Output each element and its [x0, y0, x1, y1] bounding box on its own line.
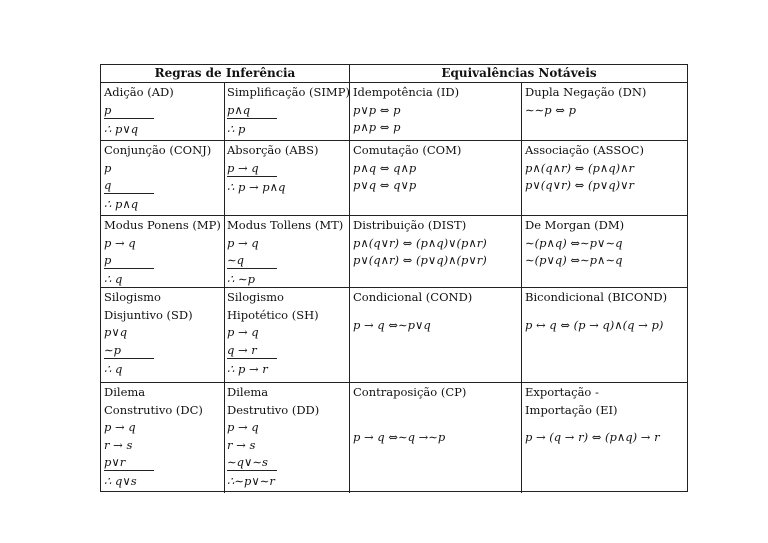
rule-cell: [227, 217, 343, 289]
rule-title: Condicional (COND): [353, 290, 473, 304]
rule-title: Idempotência (ID): [353, 85, 460, 99]
rule-title: Modus Ponens (MP): [104, 218, 221, 232]
row-divider: [101, 140, 687, 141]
rule-title: Absorção (ABS): [227, 143, 319, 157]
rule-title-continued: Hipotético (SH): [227, 307, 319, 322]
formula-line: ∴ p: [227, 121, 246, 136]
header-inference-rules: Regras de Inferência: [154, 66, 296, 80]
formula-line: ∼p: [104, 343, 154, 359]
rule-cell: [353, 142, 461, 195]
formula-line: ∼(p∧q) ⇔∼p∨∼q: [525, 235, 623, 250]
formula-line: ∴ p∧q: [104, 197, 139, 211]
rule-cell: [353, 84, 459, 137]
rule-title-continued: Disjuntivo (SD): [104, 307, 193, 322]
rule-title: Dupla Negação (DN): [525, 85, 647, 99]
rule-title-continued: Importação (EI): [525, 402, 618, 417]
formula-line: p → q: [104, 420, 136, 434]
formula-line: p ↔ q ⇔ (p → q)∧(q → p): [525, 317, 664, 332]
formula-line: p∧q ⇔ q∧p: [353, 160, 417, 175]
formula-line: p → q ⇔∼p∨q: [353, 317, 431, 332]
rule-title: Bicondicional (BICOND): [525, 290, 668, 304]
rule-cell: [104, 84, 174, 138]
formula-line: q → r: [227, 343, 277, 359]
formula-line: ∴ q∨s: [104, 474, 137, 488]
header-notable-equivalences: Equivalências Notáveis: [441, 66, 597, 80]
formula-line: p → (q → r) ⇔ (p∧q) → r: [525, 430, 660, 444]
column-divider: [224, 82, 225, 493]
formula-line: ∼q: [227, 253, 277, 269]
rule-cell: [525, 384, 660, 447]
rule-title-continued: Construtivo (DC): [104, 402, 203, 417]
formula-line: q: [104, 178, 154, 194]
formula-line: p → q: [227, 161, 277, 177]
rule-title: Dilema: [104, 385, 146, 399]
rule-title: Associação (ASSOC): [525, 143, 644, 157]
formula-line: p → q: [227, 325, 259, 339]
rule-title: Comutação (COM): [353, 143, 462, 157]
rule-cell: [353, 384, 466, 446]
rule-cell: [227, 384, 319, 491]
formula-line: ∴ q: [104, 272, 123, 286]
formula-line: p∨(q∨r) ⇔ (p∨q)∨r: [525, 178, 635, 192]
formula-line: p∨q ⇔ q∨p: [353, 178, 417, 192]
formula-line: ∴ p → r: [227, 361, 268, 376]
rule-cell: [104, 384, 203, 491]
formula-line: ∼∼p ⇔ p: [525, 102, 576, 117]
formula-line: ∼(p∨q) ⇔∼p∧∼q: [525, 253, 623, 267]
rule-cell: [227, 142, 318, 196]
rule-cell: [525, 84, 646, 119]
formula-line: p∨(q∧r) ⇔ (p∨q)∧(p∨r): [353, 253, 487, 267]
formula-line: p → q: [227, 420, 259, 434]
rule-title: Adição (AD): [104, 85, 174, 99]
formula-line: p → q ⇔∼q →∼p: [353, 429, 446, 444]
rule-cell: [525, 142, 644, 195]
formula-line: p∨p ⇔ p: [353, 102, 401, 117]
formula-line: ∼q∨∼s: [227, 455, 277, 471]
formula-line: r → s: [227, 437, 256, 452]
formula-line: p∧(q∨r) ⇔ (p∧q)∨(p∧r): [353, 235, 487, 250]
rule-cell: [353, 289, 472, 334]
formula-line: r → s: [104, 437, 133, 452]
formula-line: ∴∼p∨∼r: [227, 474, 275, 488]
rule-cell: [525, 289, 667, 334]
formula-line: p∨q: [104, 325, 128, 339]
rule-cell: [104, 289, 193, 378]
formula-line: p: [104, 103, 154, 119]
rule-title: Simplificação (SIMP): [227, 85, 350, 99]
rule-cell: [353, 217, 487, 270]
row-divider: [101, 382, 687, 383]
rule-title: Silogismo: [104, 290, 161, 304]
column-divider: [521, 82, 522, 493]
header-divider: [101, 82, 687, 83]
rule-cell: [227, 84, 350, 138]
rule-title: Conjunção (CONJ): [104, 143, 212, 157]
rule-title-continued: Destrutivo (DD): [227, 402, 320, 417]
formula-line: p∧p ⇔ p: [353, 120, 401, 134]
formula-line: ∴ ∼p: [227, 272, 255, 286]
rule-title: Contraposição (CP): [353, 385, 467, 399]
formula-line: ∴ p∨q: [104, 121, 139, 136]
formula-line: p∧(q∧r) ⇔ (p∧q)∧r: [525, 160, 635, 175]
rule-title: Silogismo: [227, 290, 284, 304]
formula-line: p: [104, 253, 154, 269]
rule-title: Exportação -: [525, 385, 599, 399]
rule-cell: [525, 217, 624, 270]
formula-line: p∧q: [227, 103, 277, 119]
rule-title: De Morgan (DM): [525, 218, 625, 232]
formula-line: ∴ p → p∧q: [227, 179, 286, 194]
formula-line: p → q: [227, 235, 259, 250]
rule-title: Dilema: [227, 385, 269, 399]
formula-line: p: [104, 160, 112, 175]
formula-line: p∨r: [104, 455, 154, 471]
rule-title: Distribuição (DIST): [353, 218, 467, 232]
rule-cell: [227, 289, 319, 378]
rule-title: Modus Tollens (MT): [227, 218, 344, 232]
formula-line: ∴ q: [104, 361, 123, 376]
row-divider: [101, 215, 687, 216]
rule-cell: [104, 142, 211, 214]
rules-table: [100, 64, 688, 492]
formula-line: p → q: [104, 235, 136, 250]
rule-cell: [104, 217, 221, 289]
